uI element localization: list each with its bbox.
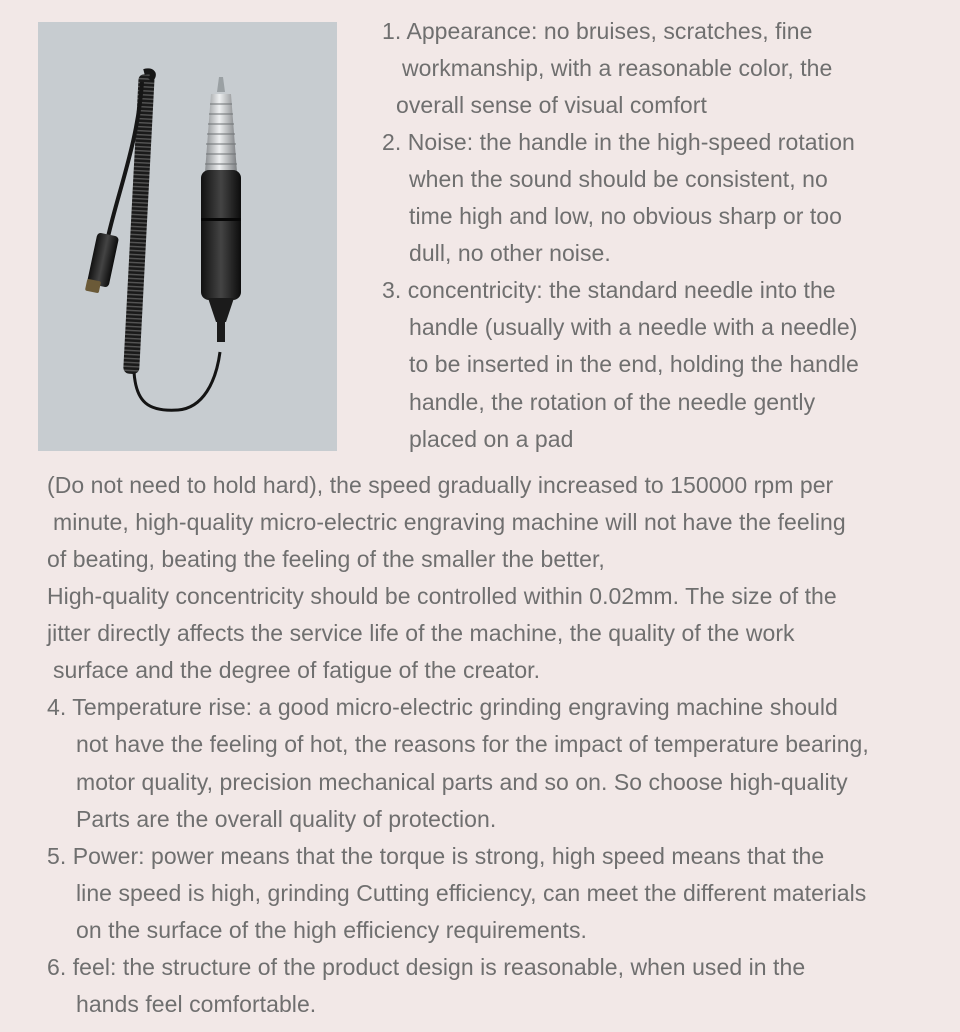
text-line: handle (usually with a needle with a needle) xyxy=(409,314,858,340)
handpiece-illustration xyxy=(38,22,337,451)
text-line: High-quality concentricity should be controlled within 0.02mm. The size of the xyxy=(47,583,837,609)
text-line: overall sense of visual comfort xyxy=(396,92,707,118)
product-image xyxy=(38,22,337,451)
text-line: 1. Appearance: no bruises, scratches, fine xyxy=(382,18,813,44)
text-line: 4. Temperature rise: a good micro-electric grinding engraving machine should xyxy=(47,694,838,720)
text-line: 6. feel: the structure of the product design is reasonable, when used in the xyxy=(47,954,806,980)
text-line: dull, no other noise. xyxy=(409,240,611,266)
text-line: jitter directly affects the service life of the machine, the quality of the work xyxy=(47,620,795,646)
text-line: 3. concentricity: the standard needle into the xyxy=(382,277,836,303)
text-line: line speed is high, grinding Cutting efficiency, can meet the different materials xyxy=(76,880,867,906)
text-line: motor quality, precision mechanical parts and so on. So choose high-quality xyxy=(76,769,848,795)
text-line: on the surface of the high efficiency requirements. xyxy=(76,917,587,943)
text-line: when the sound should be consistent, no xyxy=(409,166,828,192)
text-line: 2. Noise: the handle in the high-speed rotation xyxy=(382,129,855,155)
text-line: handle, the rotation of the needle gently xyxy=(409,389,816,415)
text-line: of beating, beating the feeling of the smaller the better, xyxy=(47,546,605,572)
text-line: time high and low, no obvious sharp or too xyxy=(409,203,842,229)
text-line: workmanship, with a reasonable color, the xyxy=(402,55,833,81)
text-line: (Do not need to hold hard), the speed gradually increased to 150000 rpm per xyxy=(47,472,834,498)
text-line: not have the feeling of hot, the reasons for the impact of temperature bearing, xyxy=(76,731,869,757)
text-line: placed on a pad xyxy=(409,426,574,452)
text-line: minute, high-quality micro-electric engraving machine will not have the feeling xyxy=(53,509,846,535)
text-line: Parts are the overall quality of protection. xyxy=(76,806,497,832)
text-line: 5. Power: power means that the torque is strong, high speed means that the xyxy=(47,843,825,869)
text-line: to be inserted in the end, holding the handle xyxy=(409,351,859,377)
text-line: hands feel comfortable. xyxy=(76,991,317,1017)
text-line: surface and the degree of fatigue of the creator. xyxy=(53,657,541,683)
